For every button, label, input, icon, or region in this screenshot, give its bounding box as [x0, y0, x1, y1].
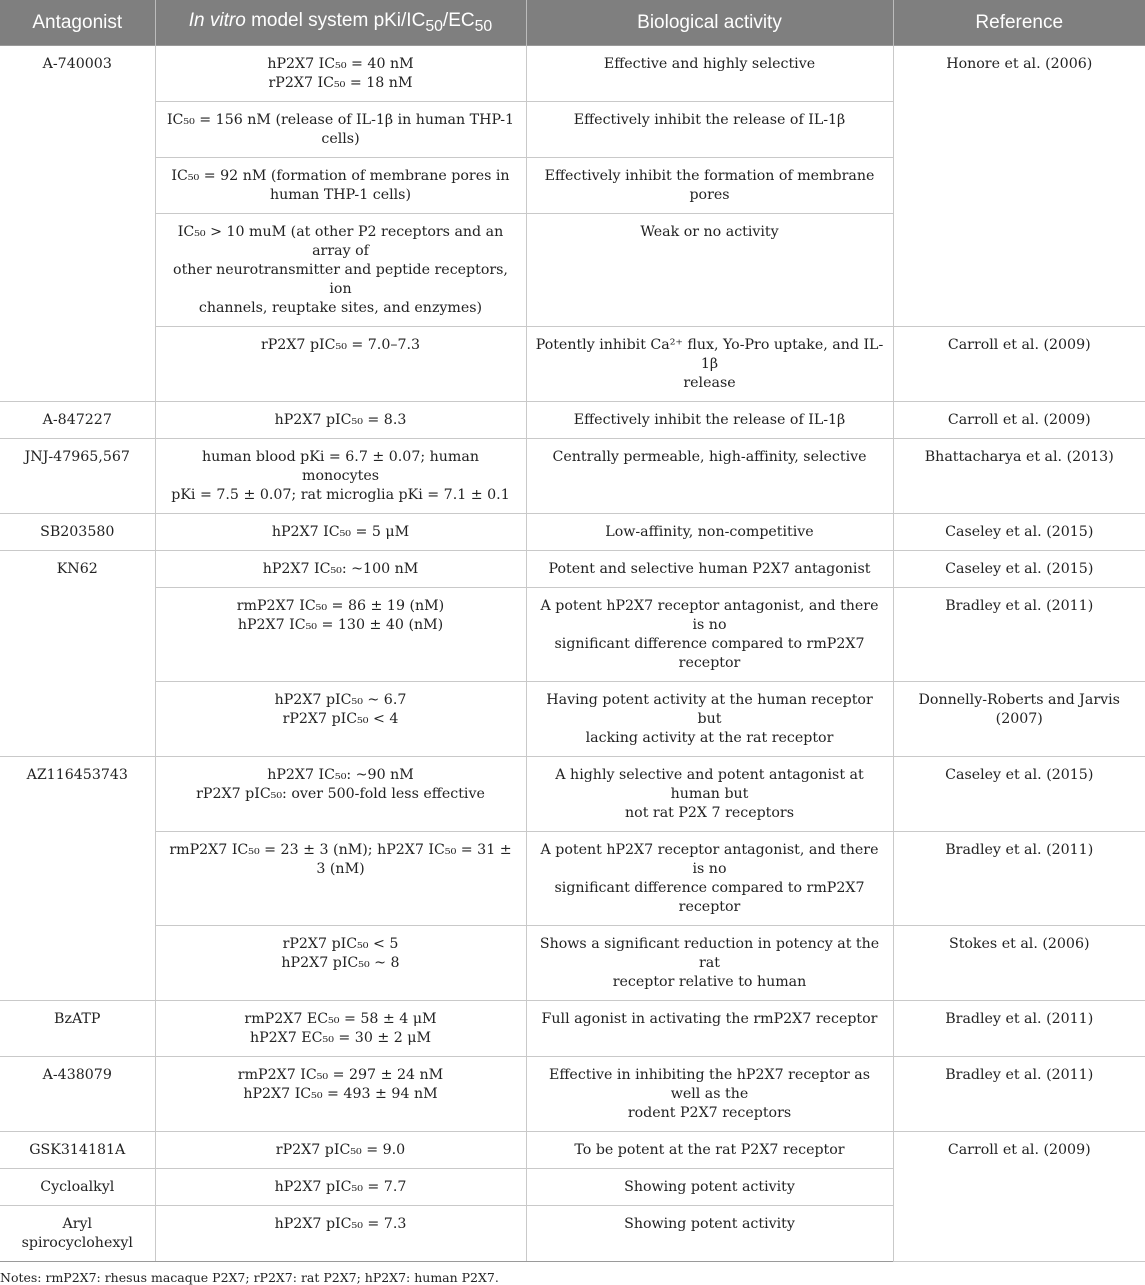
model-cell-line: rmP2X7 IC₅₀ = 23 ± 3 (nM); hP2X7 IC₅₀ = 31 ± 3 (nM) [169, 842, 512, 877]
model-cell-line: hP2X7 pIC₅₀ ~ 6.7 [274, 692, 407, 708]
reference-cell: Carroll et al. (2009) [893, 327, 1145, 402]
activity-cell [526, 1206, 893, 1262]
header-sub-50-a: 50 [425, 17, 443, 35]
activity-cell-line: Potently inhibit Ca²⁺ flux, Yo-Pro uptake, and IL-1β [535, 337, 884, 372]
activity-cell-line: To be potent at the rat P2X7 receptor [574, 1142, 845, 1158]
activity-cell-line: Weak or no activity [640, 224, 779, 240]
header-reference: Reference [893, 0, 1145, 46]
model-cell-line: rmP2X7 IC₅₀ = 86 ± 19 (nM) [236, 598, 445, 614]
header-sub-50-b: 50 [474, 17, 493, 35]
table-row [0, 757, 1145, 832]
activity-cell-line: Effective in inhibiting the hP2X7 receptor as well as the [548, 1067, 871, 1102]
model-cell [155, 757, 526, 832]
activity-cell [526, 439, 893, 514]
table-row [0, 926, 1145, 1001]
activity-cell [526, 327, 893, 402]
table-row [0, 682, 1145, 757]
model-cell-line: hP2X7 pIC₅₀ ~ 8 [281, 955, 400, 971]
header-model-system [155, 0, 526, 46]
table-row [0, 439, 1145, 514]
model-cell-line: channels, reuptake sites, and enzymes) [198, 300, 483, 316]
antagonist-cell: SB203580 [0, 514, 155, 551]
model-cell [155, 926, 526, 1001]
activity-cell [526, 551, 893, 588]
reference-cell: Caseley et al. (2015) [893, 514, 1145, 551]
activity-cell [526, 1057, 893, 1132]
activity-cell-line: Effectively inhibit the formation of membrane pores [544, 168, 875, 203]
reference-cell: Honore et al. (2006) [893, 46, 1145, 327]
model-cell-line: other neurotransmitter and peptide receptors, ion [173, 262, 508, 297]
model-cell-line: rmP2X7 EC₅₀ = 58 ± 4 μM [244, 1011, 437, 1027]
model-cell-line: hP2X7 IC₅₀: ~90 nM [267, 767, 414, 783]
activity-cell [526, 514, 893, 551]
activity-cell-line: Shows a significant reduction in potency at the rat [539, 936, 880, 971]
model-cell [155, 1132, 526, 1169]
model-cell [155, 402, 526, 439]
model-cell-line: hP2X7 pIC₅₀ = 7.7 [274, 1179, 407, 1195]
model-cell [155, 46, 526, 102]
table-row [0, 551, 1145, 588]
reference-cell: Stokes et al. (2006) [893, 926, 1145, 1001]
table-header [0, 0, 1145, 46]
table-row [0, 1057, 1145, 1132]
model-cell-line: IC₅₀ = 156 nM (release of IL-1β in human THP-1 cells) [166, 112, 515, 147]
model-cell-line: hP2X7 pIC₅₀ = 8.3 [274, 412, 407, 428]
model-cell-line: pKi = 7.5 ± 0.07; rat microglia pKi = 7.1 ± 0.1 [171, 487, 510, 503]
table-row [0, 46, 1145, 102]
activity-cell [526, 757, 893, 832]
reference-cell: Caseley et al. (2015) [893, 757, 1145, 832]
model-cell-line: rP2X7 pIC₅₀: over 500-fold less effective [196, 786, 485, 802]
antagonist-cell: GSK314181A [0, 1132, 155, 1169]
table-row [0, 1132, 1145, 1169]
model-cell-line: hP2X7 EC₅₀ = 30 ± 2 μM [249, 1030, 432, 1046]
table-row [0, 832, 1145, 926]
activity-cell-line: A potent hP2X7 receptor antagonist, and there is no [540, 842, 879, 877]
model-cell [155, 1206, 526, 1262]
model-cell-line: hP2X7 IC₅₀: ~100 nM [262, 561, 419, 577]
activity-cell [526, 1001, 893, 1057]
model-cell-line: human blood pKi = 6.7 ± 0.07; human monocytes [202, 449, 479, 484]
model-cell [155, 1057, 526, 1132]
model-cell [155, 1169, 526, 1206]
activity-cell-line: release [683, 375, 736, 391]
reference-cell: Carroll et al. (2009) [893, 1132, 1145, 1262]
activity-cell-line: Showing potent activity [624, 1179, 795, 1195]
table-notes: Notes: rmP2X7: rhesus macaque P2X7; rP2X7: rat P2X7; hP2X7: human P2X7. [0, 1270, 499, 1285]
model-cell [155, 158, 526, 214]
header-model-rest: model system pKi/IC [245, 9, 426, 31]
activity-cell-line: Centrally permeable, high-affinity, selective [552, 449, 867, 465]
model-cell [155, 214, 526, 327]
model-cell [155, 327, 526, 402]
reference-cell: Caseley et al. (2015) [893, 551, 1145, 588]
activity-cell-line: Effectively inhibit the release of IL-1β [573, 412, 846, 428]
antagonist-cell: A-438079 [0, 1057, 155, 1132]
reference-cell: Bradley et al. (2011) [893, 1057, 1145, 1132]
model-cell-line: rP2X7 pIC₅₀ = 9.0 [275, 1142, 406, 1158]
model-cell-line: hP2X7 IC₅₀ = 130 ± 40 (nM) [237, 617, 444, 633]
model-cell-line: hP2X7 IC₅₀ = 5 μM [271, 524, 410, 540]
antagonist-cell: A-847227 [0, 402, 155, 439]
activity-cell-line: A potent hP2X7 receptor antagonist, and there is no [540, 598, 879, 633]
model-cell [155, 588, 526, 682]
model-cell-line: rP2X7 IC₅₀ = 18 nM [268, 75, 413, 91]
activity-cell-line: lacking activity at the rat receptor [585, 730, 834, 746]
model-cell [155, 1001, 526, 1057]
activity-cell-line: receptor relative to human [612, 974, 807, 990]
reference-cell: Bradley et al. (2011) [893, 588, 1145, 682]
antagonist-cell: BzATP [0, 1001, 155, 1057]
activity-cell [526, 46, 893, 102]
activity-cell-line: Full agonist in activating the rmP2X7 receptor [541, 1011, 878, 1027]
model-cell-line: human THP-1 cells) [269, 187, 411, 203]
table-row [0, 514, 1145, 551]
model-cell [155, 551, 526, 588]
model-cell-line: rP2X7 pIC₅₀ = 7.0–7.3 [260, 337, 421, 353]
activity-cell [526, 588, 893, 682]
table-row [0, 1001, 1145, 1057]
activity-cell [526, 682, 893, 757]
activity-cell-line: significant difference compared to rmP2X7 receptor [554, 880, 865, 915]
activity-cell-line: Potent and selective human P2X7 antagonist [548, 561, 871, 577]
activity-cell-line: Low-affinity, non-competitive [605, 524, 814, 540]
antagonist-cell: A-740003 [0, 46, 155, 402]
header-antagonist: Antagonist [0, 0, 155, 46]
activity-cell [526, 102, 893, 158]
activity-cell-line: Having potent activity at the human receptor but [546, 692, 873, 727]
activity-cell [526, 926, 893, 1001]
model-cell [155, 439, 526, 514]
antagonist-cell: JNJ-47965,567 [0, 439, 155, 514]
activity-cell-line: Effective and highly selective [603, 56, 816, 72]
reference-cell: Donnelly-Roberts and Jarvis (2007) [893, 682, 1145, 757]
model-cell-line: hP2X7 pIC₅₀ = 7.3 [274, 1216, 407, 1232]
model-cell-line: IC₅₀ > 10 muM (at other P2 receptors and an array of [177, 224, 504, 259]
antagonist-cell: Cycloalkyl [0, 1169, 155, 1206]
model-cell-line: rP2X7 pIC₅₀ < 5 [282, 936, 399, 952]
model-cell-line: rP2X7 pIC₅₀ < 4 [282, 711, 399, 727]
activity-cell [526, 832, 893, 926]
reference-cell: Carroll et al. (2009) [893, 402, 1145, 439]
reference-cell: Bradley et al. (2011) [893, 1001, 1145, 1057]
model-cell-line: hP2X7 IC₅₀ = 493 ± 94 nM [243, 1086, 438, 1102]
activity-cell-line: significant difference compared to rmP2X7 receptor [554, 636, 865, 671]
activity-cell-line: Effectively inhibit the release of IL-1β [573, 112, 846, 128]
reference-cell: Bradley et al. (2011) [893, 832, 1145, 926]
model-cell [155, 102, 526, 158]
activity-cell [526, 158, 893, 214]
table-row [0, 588, 1145, 682]
model-cell [155, 514, 526, 551]
table-body [0, 46, 1145, 1262]
activity-cell-line: rodent P2X7 receptors [627, 1105, 792, 1121]
model-cell-line: rmP2X7 IC₅₀ = 297 ± 24 nM [237, 1067, 444, 1083]
activity-cell [526, 402, 893, 439]
header-biological-activity: Biological activity [526, 0, 893, 46]
header-model-italic: In vitro [188, 9, 246, 31]
activity-cell [526, 1132, 893, 1169]
activity-cell-line: not rat P2X 7 receptors [625, 805, 794, 821]
header-slash-ec: /EC [442, 9, 475, 31]
antagonist-cell: Aryl spirocyclohexyl [0, 1206, 155, 1262]
model-cell [155, 832, 526, 926]
antagonist-cell: AZ116453743 [0, 757, 155, 1001]
model-cell-line: IC₅₀ = 92 nM (formation of membrane pores in [171, 168, 510, 184]
table-row [0, 327, 1145, 402]
model-cell-line: hP2X7 IC₅₀ = 40 nM [267, 56, 414, 72]
antagonist-cell: KN62 [0, 551, 155, 757]
table-row [0, 402, 1145, 439]
activity-cell-line: A highly selective and potent antagonist at human but [555, 767, 864, 802]
model-cell [155, 682, 526, 757]
activity-cell [526, 1169, 893, 1206]
reference-cell: Bhattacharya et al. (2013) [893, 439, 1145, 514]
activity-cell-line: Showing potent activity [624, 1216, 795, 1232]
activity-cell [526, 214, 893, 327]
